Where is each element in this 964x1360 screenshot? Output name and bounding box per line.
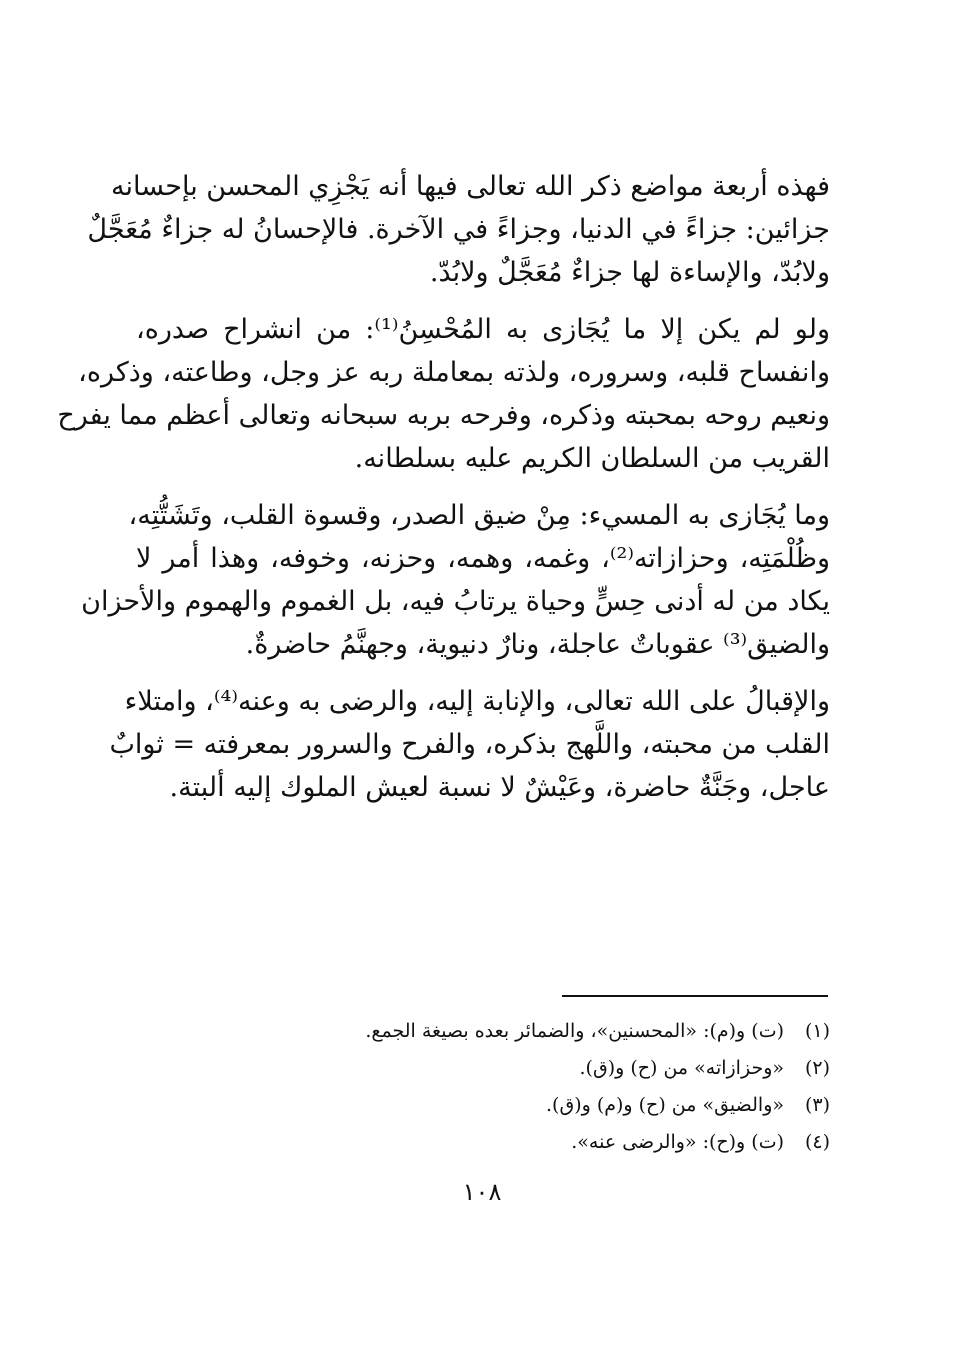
text-line: فهذه أربعة مواضع ذكر الله تعالى فيها أنه يَجْزِي المحسن بإحسانه — [110, 171, 830, 202]
text-line: القريب من السلطان الكريم عليه بسلطانه. — [354, 443, 830, 474]
footnote-number: (١) — [804, 1020, 830, 1042]
footnotes — [150, 1013, 830, 1161]
footnote-number: (٤) — [804, 1131, 830, 1153]
footnote-text: «والضيق» من (ح) و(م) و(ق). — [546, 1094, 784, 1116]
footnote-2 — [150, 1050, 830, 1087]
paragraph-3 — [81, 494, 830, 666]
footnote-1 — [150, 1013, 830, 1050]
text-line: وظُلْمَتِه، وحزازاته⁽²⁾، وغمه، وهمه، وحزنه، وخوفه، وهذا أمر لا — [136, 543, 830, 574]
footnote-divider — [562, 995, 828, 997]
text-line: وانفساح قلبه، وسروره، ولذته بمعاملة ربه عز وجل، وطاعته، وذكره، — [78, 357, 830, 388]
text-line: والضيق⁽³⁾ عقوباتٌ عاجلة، ونارٌ دنيوية، وجهنَّمُ حاضرةٌ. — [245, 629, 830, 660]
text-line: ولو لم يكن إلا ما يُجَازى به المُحْسِنُ⁽¹⁾: من انشراح صدره، — [136, 314, 830, 345]
page-number: ١٠٨ — [462, 1178, 502, 1206]
paragraph-1 — [87, 165, 830, 294]
text-line: القلب من محبته، واللَّهج بذكره، والفرح والسرور بمعرفته = ثوابٌ — [109, 729, 830, 760]
paragraph-4 — [109, 680, 830, 809]
footnote-number: (٢) — [804, 1057, 830, 1079]
text-line: والإقبالُ على الله تعالى، والإنابة إليه، والرضى به وعنه⁽⁴⁾، وامتلاء — [124, 686, 830, 717]
paragraph-2 — [57, 308, 830, 480]
text-line: عاجل، وجَنَّةٌ حاضرة، وعَيْشٌ لا نسبة لعيش الملوك إليه ألبتة. — [169, 772, 830, 803]
footnote-text: (ت) و(م): «المحسنين»، والضمائر بعده بصيغة الجمع. — [365, 1020, 784, 1042]
text-line: ونعيم روحه بمحبته وذكره، وفرحه بربه سبحانه وتعالى أعظم مما يفرح — [57, 400, 830, 431]
footnote-text: «وحزازاته» من (ح) و(ق). — [579, 1057, 784, 1079]
text-line: يكاد من له أدنى حِسٍّ وحياة يرتابُ فيه، بل الغموم والهموم والأحزان — [81, 586, 830, 617]
main-text — [57, 165, 830, 823]
footnote-4 — [150, 1124, 830, 1161]
text-line: ولابُدّ، والإساءة لها جزاءٌ مُعَجَّلٌ ولابُدّ. — [429, 257, 830, 288]
footnote-text: (ت) و(ح): «والرضى عنه». — [571, 1131, 784, 1153]
text-line: جزائين: جزاءً في الدنيا، وجزاءً في الآخرة. فالإحسانُ له جزاءٌ مُعَجَّلٌ — [87, 214, 830, 245]
footnote-number: (٣) — [804, 1094, 830, 1116]
footnote-3 — [150, 1087, 830, 1124]
text-line: وما يُجَازى به المسيء: مِنْ ضيق الصدر، وقسوة القلب، وتَشَتُّتِه، — [128, 500, 830, 531]
